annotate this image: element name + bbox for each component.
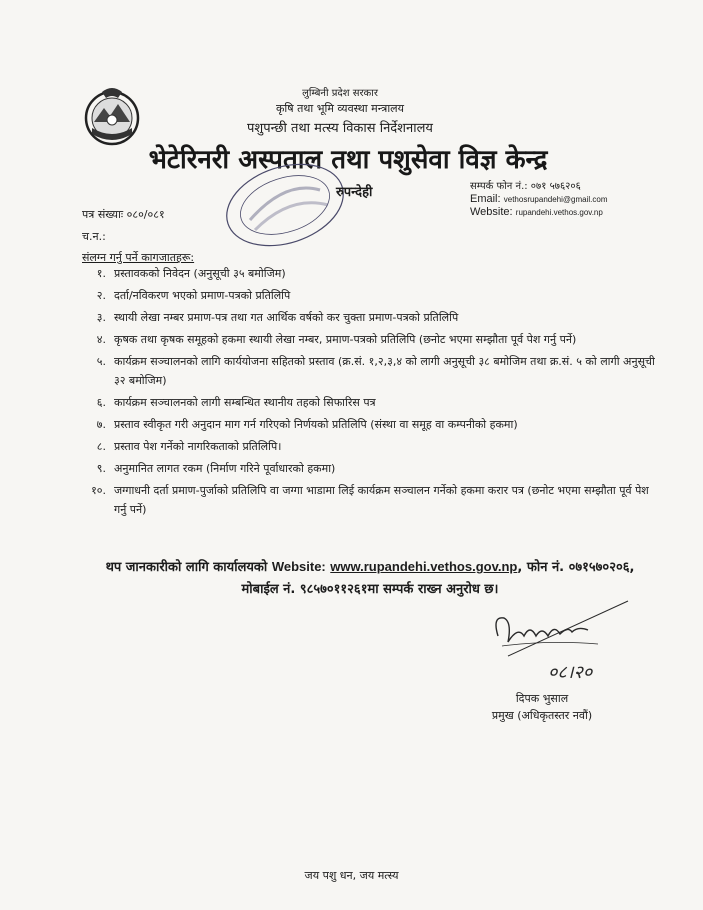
- info-mobile: मोबाईल नं. ९८५७०११२६१मा सम्पर्क राख्न अनुरोध छ।: [241, 582, 499, 597]
- info-phone: , फोन नं. ०७१५७०२०६,: [517, 560, 635, 575]
- handwritten-signature: [478, 596, 638, 696]
- list-item: [82, 437, 662, 456]
- office-stamp: [220, 160, 350, 250]
- signature-date: ०८।२०: [548, 662, 593, 683]
- signer-name: दिपक भुसाल: [515, 692, 569, 705]
- item-text: कृषक तथा कृषक समूहको हकमा स्थायी लेखा नम्बर, प्रमाण-पत्रको प्रतिलिपि (छनोट भएमा सम्झौता पूर्व पेश गर्नु पर्ने): [114, 333, 577, 346]
- item-number: ८.: [96, 440, 106, 453]
- item-text: कार्यक्रम सञ्चालनको लागि कार्ययोजना सहितको प्रस्ताव (क्र.सं. १,२,३,४ को लागी अनुसूची ३८ बमोजिम तथा क्र.सं. ५ को लागी अनुसूची ३२ बमोजिम): [114, 355, 655, 387]
- office-title: भेटेरिनरी अस्पताल तथा पशुसेवा विज्ञ केन्द्र: [148, 145, 548, 175]
- contact-block: [470, 180, 607, 219]
- info-website-link[interactable]: www.rupandehi.vethos.gov.np: [330, 559, 518, 574]
- item-number: ७.: [96, 418, 106, 431]
- item-text: स्थायी लेखा नम्बर प्रमाण-पत्र तथा गत आर्थिक वर्षको कर चुक्ता प्रमाण-पत्रको प्रतिलिपि: [114, 311, 459, 324]
- email-address: vethosrupandehi@gmail.com: [503, 195, 608, 204]
- footer-motto: जय पशु धन, जय मत्स्य: [304, 869, 399, 882]
- website-address: rupandehi.vethos.gov.np: [515, 208, 603, 217]
- signer-designation: प्रमुख (अधिकृतस्तर नवौं): [491, 709, 593, 722]
- item-number: ४.: [96, 333, 106, 346]
- contact-info-paragraph: [70, 556, 670, 601]
- email-label: Email:: [470, 193, 501, 205]
- list-item: [82, 459, 662, 478]
- list-item: [82, 393, 662, 412]
- item-number: ९.: [96, 462, 106, 475]
- item-text: अनुमानित लागत रकम (निर्माण गरिने पूर्वाधारको हकमा): [114, 462, 336, 475]
- dispatch-number: च.न.:: [82, 230, 106, 243]
- list-item: [82, 286, 662, 305]
- province-heading: लुम्बिनी प्रदेश सरकार: [302, 88, 378, 99]
- documents-heading: संलग्न गर्नु पर्ने कागजातहरू:: [82, 251, 195, 264]
- item-number: ५.: [96, 355, 106, 368]
- item-text: कार्यक्रम सञ्चालनको लागी सम्बन्धित स्थानीय तहको सिफारिस पत्र: [114, 396, 376, 409]
- item-text: प्रस्ताव पेश गर्नेको नागरिकताको प्रतिलिपि।: [114, 440, 282, 453]
- list-item: [82, 415, 662, 434]
- item-text: प्रस्तावकको निवेदन (अनुसूची ३५ बमोजिम): [114, 267, 286, 280]
- list-item: [82, 352, 662, 390]
- list-item: [82, 481, 662, 519]
- list-item: [82, 330, 662, 349]
- contact-phone: सम्पर्क फोन नं.: ०७१ ५७६२०६: [470, 181, 581, 192]
- website-label: Website:: [470, 206, 513, 218]
- info-prefix: थप जानकारीको लागि कार्यालयको: [105, 560, 268, 575]
- ministry-heading: कृषि तथा भूमि व्यवस्था मन्त्रालय: [275, 102, 405, 115]
- district-name: रुपन्देही: [336, 185, 373, 200]
- item-number: १.: [96, 267, 106, 280]
- item-number: ६.: [96, 396, 106, 409]
- list-item: [82, 264, 662, 283]
- item-text: जग्गाधनी दर्ता प्रमाण-पुर्जाको प्रतिलिपि वा जग्गा भाडामा लिई कार्यक्रम सञ्चालन गर्नेको हकमा करार पत्र (छनोट भएमा सम्झौता पूर्व पेश गर्नु पर्ने): [114, 484, 649, 516]
- item-number: ३.: [96, 311, 106, 324]
- signer-block: [472, 690, 612, 724]
- documents-list: [82, 264, 662, 522]
- letter-number: पत्र संख्याः ०८०/०८१: [82, 208, 165, 221]
- item-text: प्रस्ताव स्वीकृत गरी अनुदान माग गर्न गरिएको निर्णयको प्रतिलिपि (संस्था वा समूह वा कम्पनीको हकमा): [114, 418, 518, 431]
- directorate-heading: पशुपन्छी तथा मत्स्य विकास निर्देशनालय: [247, 121, 433, 136]
- item-number: १०.: [91, 484, 106, 497]
- item-text: दर्ता/नविकरण भएको प्रमाण-पत्रको प्रतिलिपि: [114, 289, 291, 302]
- item-number: २.: [96, 289, 106, 302]
- info-website-label: Website:: [271, 559, 326, 574]
- list-item: [82, 308, 662, 327]
